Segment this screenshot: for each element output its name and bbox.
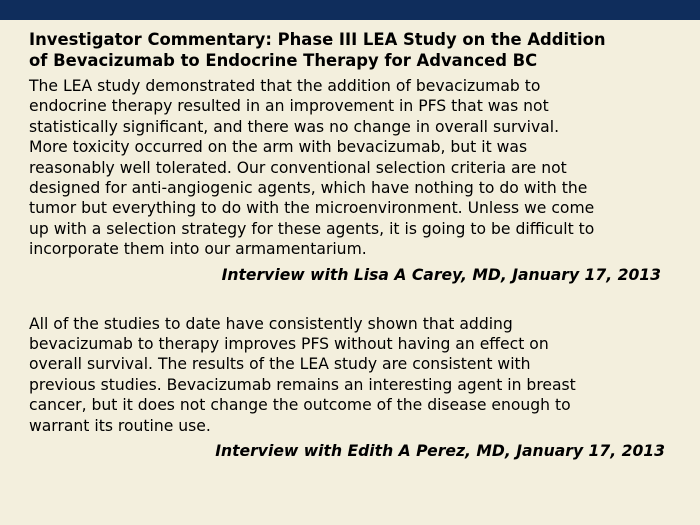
title-line-2: of Bevacizumab to Endocrine Therapy for Advanced BC [29,51,538,70]
commentary-perez [29,314,679,436]
commentary-line: reasonably well tolerated. Our conventional selection criteria are not [29,158,567,177]
commentary-line: bevacizumab to therapy improves PFS without having an effect on [29,335,549,354]
attribution-carey: Interview with Lisa A Carey, MD, January 17, 2013 [221,265,661,284]
header-bar [0,0,700,20]
attribution-perez: Interview with Edith A Perez, MD, January 17, 2013 [215,442,665,461]
commentary-line: statistically significant, and there was no change in overall survival. [29,117,560,136]
commentary-line: warrant its routine use. [29,416,211,435]
commentary-line: designed for anti-angiogenic agents, which have nothing to do with the [29,179,588,198]
commentary-line: cancer, but it does not change the outcome of the disease enough to [29,396,571,415]
commentary-line: endocrine therapy resulted in an improvement in PFS that was not [29,97,549,116]
slide-title [29,29,679,71]
commentary-line: More toxicity occurred on the arm with bevacizumab, but it was [29,138,528,157]
commentary-line: All of the studies to date have consistently shown that adding [29,314,513,333]
commentary-line: tumor but everything to do with the microenvironment. Unless we come [29,199,595,218]
section-spacer [29,285,679,309]
slide-content [29,29,679,461]
commentary-line: incorporate them into our armamentarium. [29,240,367,259]
commentary-line: The LEA study demonstrated that the addition of bevacizumab to [29,77,541,95]
commentary-carey [29,76,679,260]
commentary-line: overall survival. The results of the LEA study are consistent with [29,355,531,374]
commentary-line: up with a selection strategy for these agents, it is going to be difficult to [29,219,595,238]
title-line-1: Investigator Commentary: Phase III LEA Study on the Addition [29,30,606,49]
commentary-line: previous studies. Bevacizumab remains an interesting agent in breast [29,375,576,394]
